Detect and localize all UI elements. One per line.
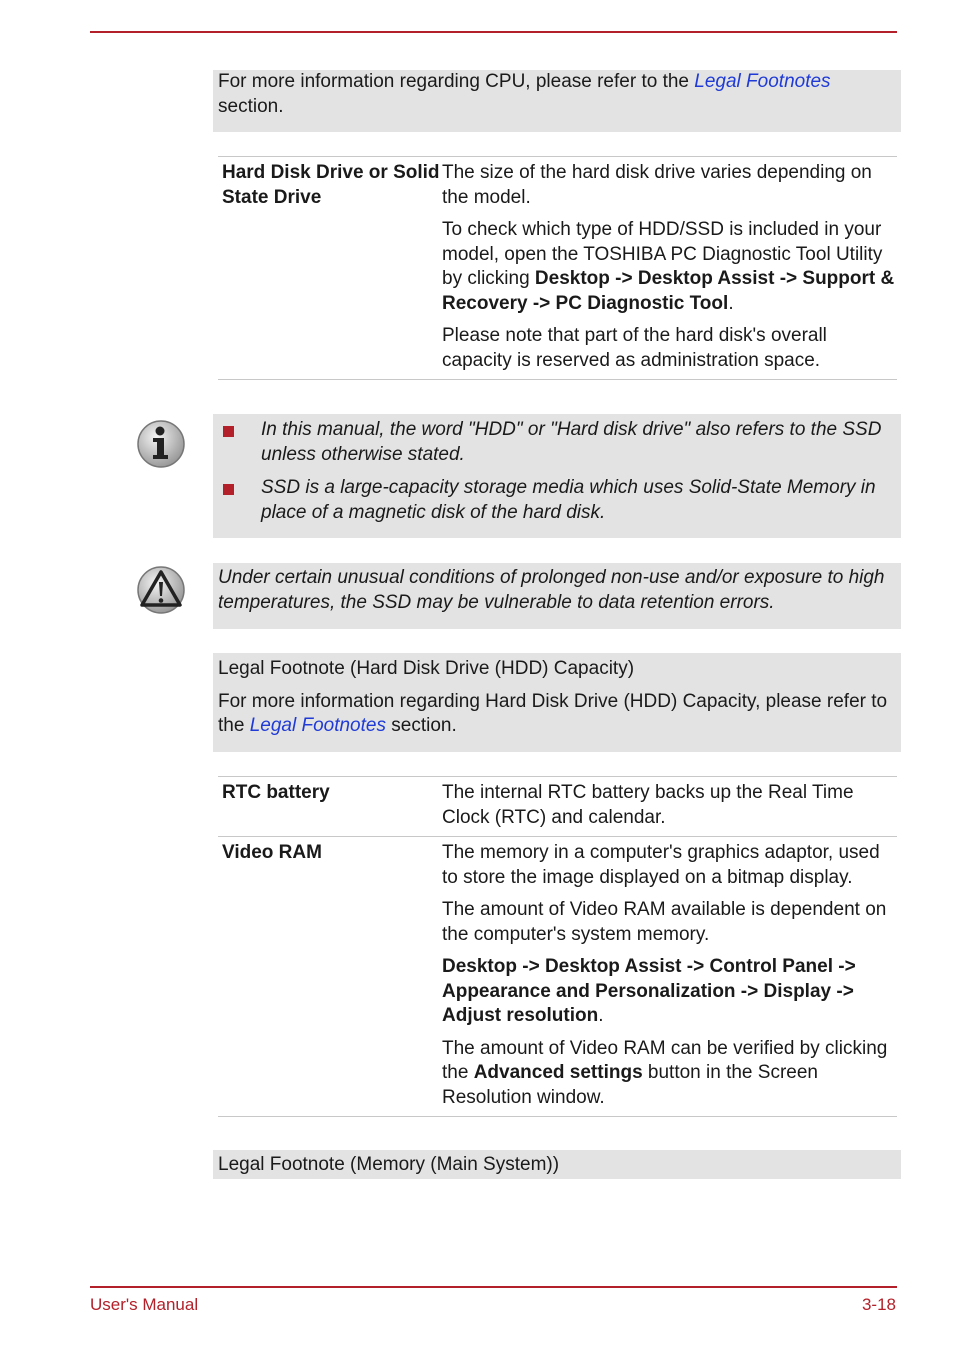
- header-rule: [90, 31, 897, 33]
- warning-text: Under certain unusual conditions of prolonged non-use and/or exposure to high temperatures, the SSD may be vulnerable to data retention errors.: [218, 567, 885, 613]
- spec-description: The size of the hard disk drive varies depending on the model. To check which type of HDD/SSD is included in your model, open the TOSHIBA PC Diagnostic Tool Utility by clicking Desktop -> Desktop Assist -> Support & Recovery -> PC Diagnostic Tool. Please note that part of the hard disk's overall capacity is reserved as administration space.: [442, 162, 895, 371]
- hdd-footnote-box: [213, 653, 901, 752]
- spec-description: The memory in a computer's graphics adaptor, used to store the image displayed on a bitmap display. The amount of Video RAM available is dependent on the computer's system memory. Desktop -> Desktop Assist -> Control Panel -> Appearance and Personalization -> Display -> Adjust resolution. The amount of Video RAM can be verified by clicking the Advanced settings button in the Screen Resolution window.: [442, 842, 888, 1108]
- cpu-footnote-box: [213, 70, 901, 132]
- footer-rule: [90, 1286, 897, 1288]
- footnote-title: Legal Footnote (Memory (Main System)): [218, 1154, 560, 1175]
- table-row: [218, 836, 897, 1117]
- list-item: SSD is a large-capacity storage media which uses Solid-State Memory in place of a magnetic disk of the hard disk.: [218, 476, 893, 525]
- table-row: [218, 776, 897, 836]
- spec-label: Video RAM: [222, 842, 322, 863]
- footnote-title: Legal Footnote (Hard Disk Drive (HDD) Capacity): [218, 658, 635, 679]
- list-item: In this manual, the word "HDD" or "Hard disk drive" also refers to the SSD unless otherwise stated.: [218, 418, 893, 467]
- legal-footnotes-link[interactable]: Legal Footnotes: [249, 715, 386, 736]
- warning-icon: [136, 565, 186, 615]
- table-row: [218, 156, 897, 380]
- info-icon: [136, 419, 186, 469]
- spec-label: RTC battery: [222, 782, 330, 803]
- memory-footnote-box: [213, 1150, 901, 1179]
- info-note-box: [213, 414, 901, 538]
- spec-description: The internal RTC battery backs up the Real Time Clock (RTC) and calendar.: [442, 782, 854, 828]
- hdd-spec-table: [218, 156, 897, 380]
- footer-manual-title: User's Manual: [90, 1295, 199, 1314]
- legal-footnotes-link[interactable]: Legal Footnotes: [694, 71, 831, 92]
- rtc-vram-spec-table: [218, 776, 897, 1117]
- warning-note-box: [213, 563, 901, 629]
- cpu-footnote-text: For more information regarding CPU, please refer to the Legal Footnotes section.: [218, 71, 831, 117]
- info-bullet-list: [218, 418, 893, 525]
- spec-label: Hard Disk Drive or Solid State Drive: [222, 162, 440, 208]
- page-number: 3-18: [861, 1295, 896, 1314]
- footnote-text: For more information regarding Hard Disk Drive (HDD) Capacity, please refer to the Legal Footnotes section.: [218, 690, 888, 736]
